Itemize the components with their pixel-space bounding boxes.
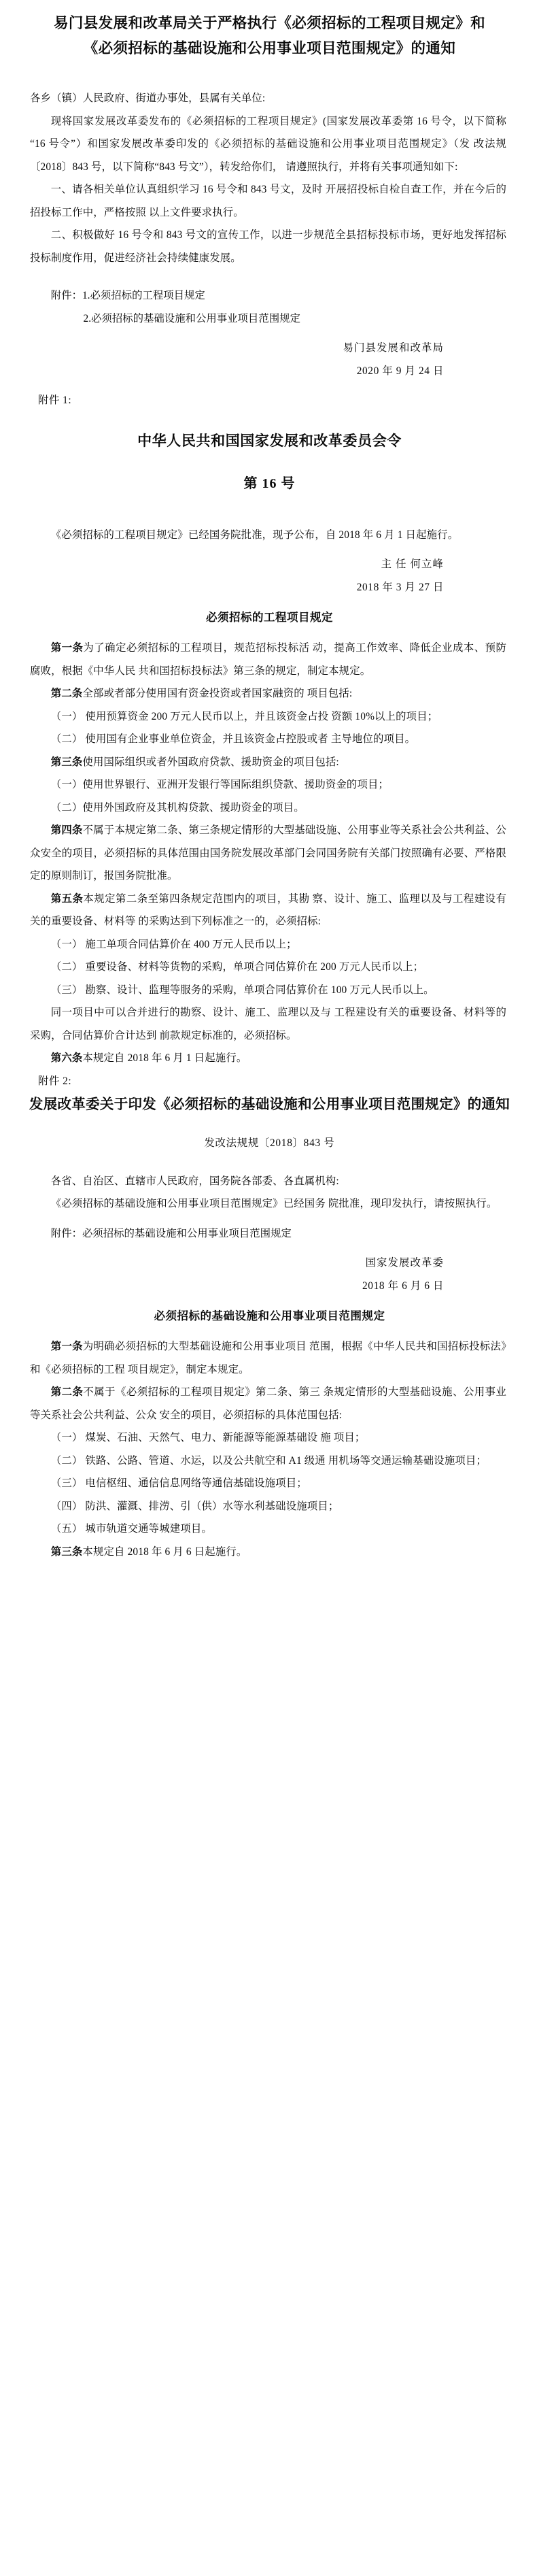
- regulation-2-title: 必须招标的基础设施和公用事业项目范围规定: [154, 1309, 385, 1322]
- article-2-item-2: （二） 使用国有企业事业单位资金，并且该资金占控股或者 主导地位的项目。: [50, 733, 416, 745]
- main-notice-body: [0, 87, 539, 412]
- attachments-spacer: [30, 269, 506, 284]
- attachment1-preamble-block: [0, 524, 539, 599]
- signature-spacer: [30, 330, 506, 337]
- article-6-text: 本规定自 2018 年 6 月 1 日起施行。: [82, 1052, 247, 1064]
- attachment-1-label: 附件 1:: [38, 395, 72, 406]
- article-5: [30, 888, 506, 933]
- ndrc-decree-number: 第 16 号: [243, 475, 296, 491]
- attach2-attachlabel-spacer: [30, 1216, 506, 1222]
- scope-item-2: （二） 铁路、公路、管道、水运，以及公共航空和 A1 级通 用机场等交通运输基础设施项目；: [50, 1454, 487, 1467]
- scope-item-4: （四） 防洪、灌溉、排涝、引（供）水等水利基础设施项目；: [50, 1500, 339, 1512]
- attachment-2-label: 附件 2:: [38, 1075, 72, 1087]
- scope-item-3: （三） 电信枢纽、通信信息网络等通信基础设施项目；: [50, 1477, 307, 1489]
- reg2-article-1: [30, 1335, 506, 1381]
- reg2-article-3-text: 本规定自 2018 年 6 月 6 日起施行。: [82, 1545, 247, 1558]
- attachment1-spacer: [30, 382, 506, 389]
- articles-spacer: [0, 630, 539, 637]
- preamble-spacer: [0, 498, 539, 524]
- attachment-2-intro: 《必须招标的基础设施和公用事业项目范围规定》已经国务 院批准，现印发执行，请按照执行。: [50, 1198, 498, 1209]
- reg2-article-1-text: 为明确必须招标的大型基础设施和公用事业项目 范围，根据《中华人民共和国招标投标法》和《必须招标的工程 项目规定》，制定本规定。: [30, 1341, 506, 1375]
- article-5-text: 本规定第二条至第四条规定范围内的项目，其勘 察、设计、施工、监理以及与工程建设有关的重要设备、材料等 的采购达到下列标准之一的，必须招标:: [30, 892, 506, 927]
- scope-item-1: （一） 煤炭、石油、天然气、电力、新能源等能源基础设 施 项目；: [50, 1432, 366, 1443]
- ndrc-signer: 主 任 何立峰: [381, 558, 444, 570]
- attach2-signature-spacer: [30, 1245, 506, 1252]
- attachment1-gap: [0, 412, 539, 427]
- attachment-2-title: 发展改革委关于印发《必须招标的基础设施和公用事业项目范围规定》的通知: [29, 1097, 510, 1112]
- reg-title-spacer: [0, 599, 539, 605]
- scope-item-5: （五） 城市轨道交通等城建项目。: [50, 1523, 212, 1535]
- title-spacer: [0, 61, 539, 87]
- article-3-item-2: （二）使用外国政府及其机构贷款、援助资金的项目。: [50, 801, 305, 814]
- article-6: [30, 1047, 506, 1070]
- notice-recipients: 各乡（镇）人民政府、街道办事处，县属有关单位:: [30, 93, 266, 104]
- reg2-article-3-label: 第三条: [50, 1545, 83, 1558]
- notice-item-1: 一、请各相关单位认真组织学习 16 号令和 843 号文，及时 开展招投标自检自查工作，并在今后的招投标工作中，严格按照 以上文件要求执行。: [30, 184, 506, 218]
- doc-no-spacer: [0, 1117, 539, 1132]
- article-1-text: 为了确定必须招标的工程项目，规范招标投标活 动，提高工作效率、降低企业成本、预防腐败，根据《中华人民 共和国招标投标法》第三条的规定，制定本规定。: [30, 642, 506, 677]
- regulation-1-articles: [0, 637, 539, 1092]
- article-4-label: 第四条: [50, 824, 83, 836]
- article-5-item-3: （三） 勘察、设计、监理等服务的采购，单项合同估算价在 100 万元人民币以上。: [50, 984, 434, 996]
- signer-spacer: [30, 546, 506, 553]
- article-5-label: 第五条: [50, 892, 84, 905]
- ndrc-preamble: 《必须招标的工程项目规定》已经国务院批准，现予公布，自 2018 年 6 月 1 日起施行。: [50, 529, 459, 541]
- article-5-item-2: （二） 重要设备、材料等货物的采购，单项合同估算价在 200 万元人民币以上；: [50, 961, 424, 973]
- page-title: 易门县发展和改革局关于严格执行《必须招标的工程项目规定》和《必须招标的基础设施和公用事业项目范围规定》的通知: [53, 15, 486, 56]
- reg2-articles-spacer: [0, 1328, 539, 1335]
- attachment-2-issuer: 国家发展改革委: [365, 1257, 444, 1269]
- regulation-1-title: 必须招标的工程项目规定: [206, 611, 333, 624]
- article-2: [30, 682, 506, 705]
- reg2-title-spacer: [0, 1297, 539, 1304]
- attachment-2-issue-date: 2018 年 6 月 6 日: [362, 1279, 444, 1292]
- notice-issue-date: 2020 年 9 月 24 日: [356, 365, 444, 377]
- article-3-item-1: （一）使用世界银行、亚洲开发银行等国际组织贷款、援助资金的项目；: [50, 779, 389, 790]
- article-3: [30, 751, 506, 774]
- notice-issuer: 易门县发展和改革局: [343, 342, 444, 354]
- reg2-article-2: [30, 1381, 506, 1426]
- article-5-tail: 同一项目中可以合并进行的勘察、设计、施工、监理以及与 工程建设有关的重要设备、材料等的采购，合同估算价合计达到 前款规定标准的，必须招标。: [30, 1007, 506, 1041]
- reg2-article-2-label: 第二条: [50, 1386, 84, 1398]
- ndrc-org-title: 中华人民共和国国家发展和改革委员会令: [137, 432, 402, 449]
- article-3-text: 使用国际组织或者外国政府贷款、援助资金的项目包括:: [82, 756, 339, 768]
- article-4: [30, 819, 506, 888]
- article-5-item-1: （一） 施工单项合同估算价在 400 万元人民币以上；: [50, 938, 297, 950]
- article-2-label: 第二条: [50, 688, 83, 699]
- article-2-text: 全部或者部分使用国有资金投资或者国家融资的 项目包括:: [82, 688, 353, 699]
- attachments-label-2: 2.必须招标的基础设施和公用事业项目范围规定: [83, 312, 300, 324]
- attach2-body-spacer: [0, 1155, 539, 1170]
- article-1: [30, 637, 506, 682]
- attachment-2-doc-number: 发改法规规〔2018〕843 号: [204, 1137, 335, 1149]
- notice-intro: 现将国家发展改革委发布的《必须招标的工程项目规定》(国家发展改革委第 16 号令，以下简称“16 号令”）和国家发展改革委印发的《必须招标的基础设施和公用事业项目范围规定》（发 改法规〔2018〕843 号，以下简称“843 号文”），转发给你们， 请遵照执行，并将有关事项通知如下:: [30, 115, 506, 173]
- article-2-item-1: （一） 使用预算资金 200 万元人民币以上，并且该资金占投 资额 10%以上的项目；: [50, 710, 438, 722]
- attachment-2-attach-label: 附件：必须招标的基础设施和公用事业项目范围规定: [50, 1227, 292, 1239]
- attachment2-body: [0, 1170, 539, 1298]
- article-3-label: 第三条: [50, 756, 83, 768]
- article-1-label: 第一条: [50, 642, 84, 654]
- attachment-2-recipients: 各省、自治区、直辖市人民政府，国务院各部委、各直属机构:: [50, 1175, 339, 1187]
- article-6-label: 第六条: [50, 1052, 83, 1064]
- article-4-text: 不属于本规定第二条、第三条规定情形的大型基础设施、公用事业等关系社会公共利益、公众安全的项目，必须招标的具体范围由国务院发展改革部门会同国务院有关部门按照确有必要、严格限定的原则制订，报国务院批准。: [30, 824, 506, 882]
- decree-no-spacer: [0, 454, 539, 469]
- attachments-label: 附件：1.必须招标的工程项目规定: [50, 290, 205, 301]
- reg2-article-3: [30, 1541, 506, 1564]
- reg2-article-1-label: 第一条: [50, 1341, 83, 1352]
- notice-item-2: 二、积极做好 16 号令和 843 号文的宣传工作，以进一步规范全县招标投标市场，更好地发挥招标投标制度作用，促进经济社会持续健康发展。: [30, 229, 506, 264]
- regulation-2-articles: [0, 1335, 539, 1563]
- ndrc-signer-date: 2018 年 3 月 27 日: [356, 581, 444, 593]
- reg2-article-2-text: 不属于《必须招标的工程项目规定》第二条、第三 条规定情形的大型基础设施、公用事业等关系社会公共利益、公众 安全的项目，必须招标的具体范围包括:: [30, 1386, 506, 1421]
